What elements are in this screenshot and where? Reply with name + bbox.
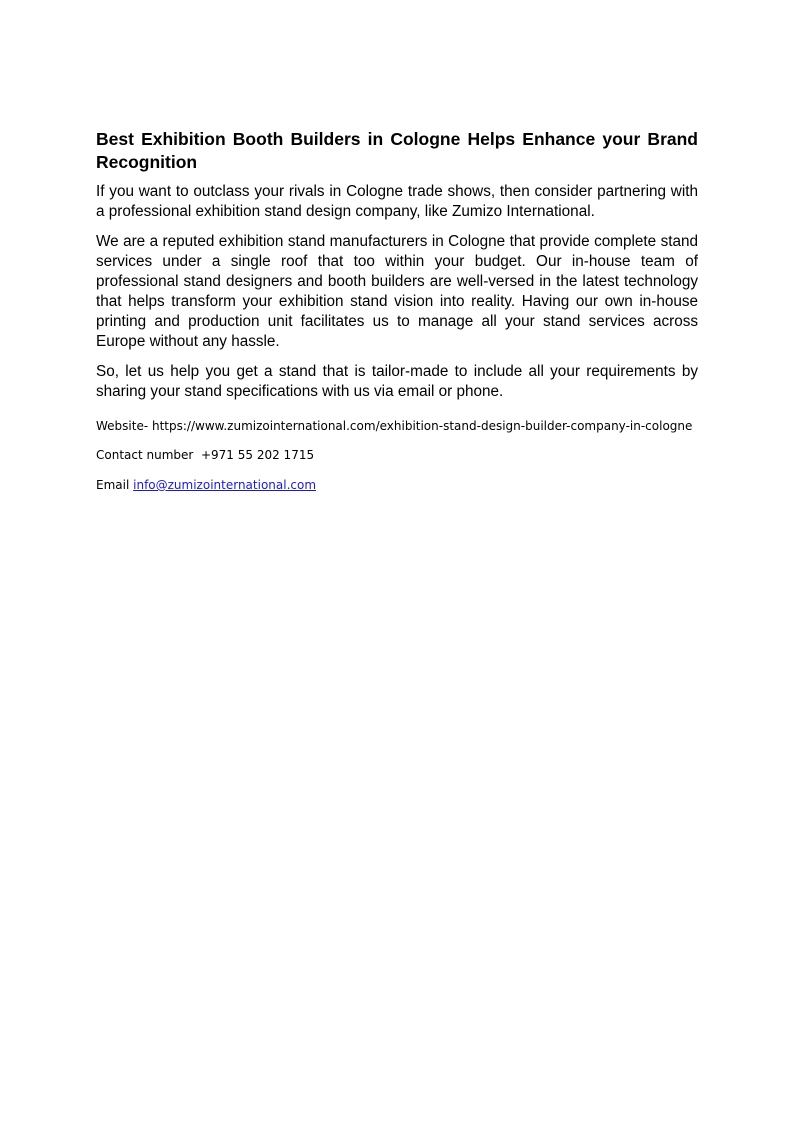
document-title: Best Exhibition Booth Builders in Cologne Helps Enhance your Brand Recognition xyxy=(96,129,698,172)
email-line xyxy=(96,475,698,495)
website-url: https://www.zumizointernational.com/exhibition-stand-design-builder-company-in-cologne xyxy=(152,419,693,433)
about-paragraph: We are a reputed exhibition stand manufacturers in Cologne that provide complete stand services under a single roof that too within your budget. Our in-house team of professional stand designers and booth builders are well-versed in the latest technology that helps transform your exhibition stand vision into reality. Having our own in-house printing and production unit facilitates us to manage all your stand services across Europe without any hassle. xyxy=(96,233,698,350)
contact-line xyxy=(96,445,698,465)
contact-number: +971 55 202 1715 xyxy=(200,448,315,462)
call-to-action-paragraph: So, let us help you get a stand that is tailor-made to include all your requirements by sharing your stand specifications with us via email or phone. xyxy=(96,363,698,400)
website-line xyxy=(96,416,698,436)
contact-label: Contact number xyxy=(96,448,194,462)
email-link[interactable]: info@zumizointernational.com xyxy=(133,478,317,492)
website-label: Website- xyxy=(96,419,149,433)
email-label: Email xyxy=(96,478,130,492)
intro-paragraph: If you want to outclass your rivals in Cologne trade shows, then consider partnering with a professional exhibition stand design company, like Zumizo International. xyxy=(96,183,698,220)
document-page xyxy=(96,128,698,495)
